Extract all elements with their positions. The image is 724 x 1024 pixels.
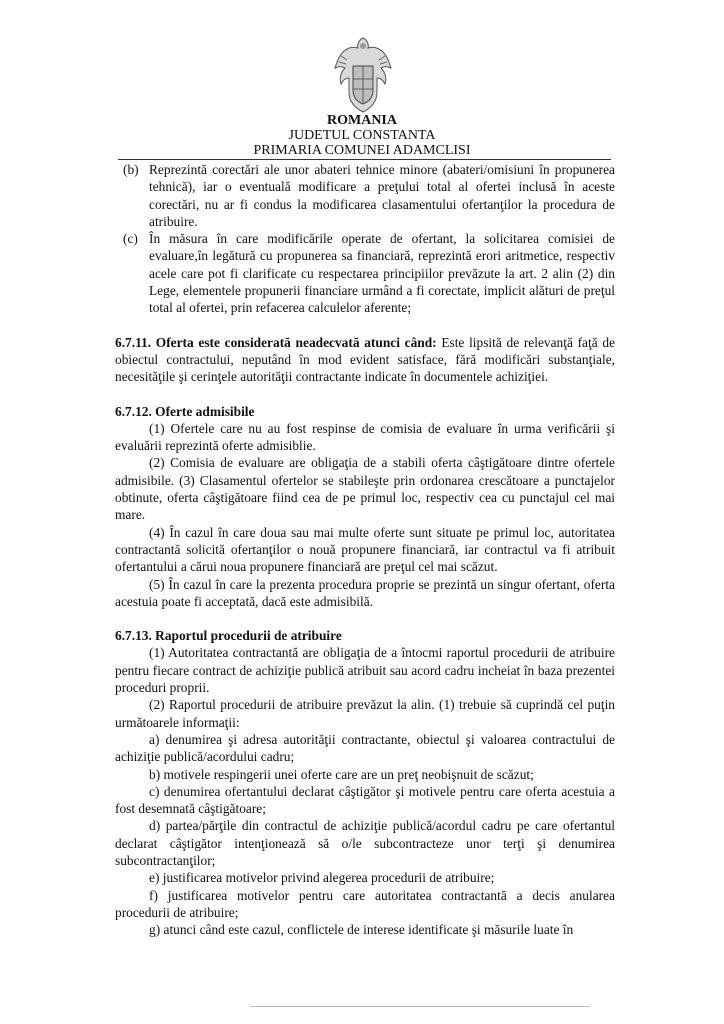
section-heading: 6.7.11. Oferta este considerată neadecvată atunci când: <box>115 334 437 350</box>
list-item: f) justificarea motivelor pentru care autoritatea contractantă a decis anularea procedurii de atribuire; <box>115 887 615 920</box>
paragraph: (1) Autoritatea contractantă are obligaţia de a întocmi raportul procedurii de atribuire pentru fiecare contract de achiziţie publică atribuit sau acord cadru incheiat în baza prezentei proceduri proprii. <box>115 645 615 696</box>
paragraph: (2) Raportul procedurii de atribuire prevăzut la alin. (1) trebuie să cuprindă cel puţin următoarele informaţii: <box>115 697 615 730</box>
list-item-text: În măsura în care modificările operate de ofertant, la solicitarea comisiei de evaluare,în legătură cu propunerea sa financiară, reprezintă erori aritmetice, respectiv acele care pot fi clarificate cu respectarea principiilor prevăzute la art. 2 alin (2) din Lege, elementele propunerii financiare urmând a fi corectate, implicit alături de preţul total al ofertei, prin refacerea calculelor aferente; <box>149 231 615 316</box>
paragraph: (2) Comisia de evaluare are obligaţia de a stabili oferta câştigătoare dintre ofertele admisibile. (3) Clasamentul ofertelor se stabileşte prin ordonarea crescătoare a punctajelor obtinute, oferta câştigătoare fiind cea de pe primul loc, respectiv cea cu punctajul cel mai mare. <box>115 455 615 523</box>
list-item: b) motivele respingerii unei oferte care are un preţ neobişnuit de scăzut; <box>149 766 534 782</box>
header-divider <box>118 159 611 160</box>
footer-divider <box>250 1006 590 1007</box>
list-item: a) denumirea şi adresa autorităţii contractante, obiectul şi valoarea contractului de achiziţie publică/acordului cadru; <box>115 731 615 765</box>
header-town: PRIMARIA COMUNEI ADAMCLISI <box>253 143 471 158</box>
section-heading: 6.7.13. Raportul procedurii de atribuire <box>115 628 342 644</box>
list-item-b <box>115 161 615 230</box>
document-body <box>115 161 615 938</box>
section-heading: 6.7.12. Oferte admisibile <box>115 403 255 419</box>
list-item-c <box>115 230 615 316</box>
header-county: JUDETUL CONSTANTA <box>288 128 436 143</box>
paragraph: (4) În cazul în care doua sau mai multe oferte sunt situate pe primul loc, autoritatea contractantă solicită ofertanţilor o nouă propunere financiară, iar contractul va fi atribuit ofertantului a cărui noua propunere financiară are preţul cel mai scăzut. <box>115 524 615 575</box>
list-item-text: Reprezintă corectări ale unor abateri tehnice minore (abateri/omisiuni în propunerea tehnică), iar o eventuală modificare a preţului total al ofertei inclusă în aceste corectări, nu ar fi condus la modificarea clasamentului ofertanţilor la procedura de atribuire. <box>149 162 615 229</box>
section-6-7-11 <box>115 334 615 386</box>
list-item: c) denumirea ofertantului declarat câştigător şi motivele pentru care oferta acestuia a fost desemnată câştigătoare; <box>115 783 615 817</box>
coat-of-arms-icon <box>333 36 393 114</box>
paragraph: (1) Ofertele care nu au fost respinse de comisia de evaluare în urma verificării şi evaluării reprezintă oferte admisiblie. <box>115 420 615 454</box>
paragraph: (5) În cazul în care la prezenta procedura proprie se prezintă un singur ofertant, oferta acestuia poate fi acceptată, dacă este admisibilă. <box>115 576 615 609</box>
list-item-label: (c) <box>123 231 138 247</box>
section-text: Este lipsită de relevanţă faţă de obiectul contractului, neputând în mod evident satisface, fără modificări substanţiale, necesităţile şi cerinţele autorităţii contractante indicate în documentele achiziţiei. <box>115 334 616 385</box>
header-country: ROMANIA <box>327 113 397 128</box>
list-item-label: (b) <box>123 162 139 177</box>
list-item: d) partea/părţile din contractul de achiziţie publică/acordul cadru pe care ofertantul declarat câştigător intenţionează să o/le subcontracteze unor terţi şi denumirea subcontractanţilor; <box>115 818 615 868</box>
list-item: g) atunci când este cazul, conflictele de interese identificate şi măsurile luate în <box>149 922 574 938</box>
list-item: e) justificarea motivelor privind alegerea procedurii de atribuire; <box>149 870 495 886</box>
